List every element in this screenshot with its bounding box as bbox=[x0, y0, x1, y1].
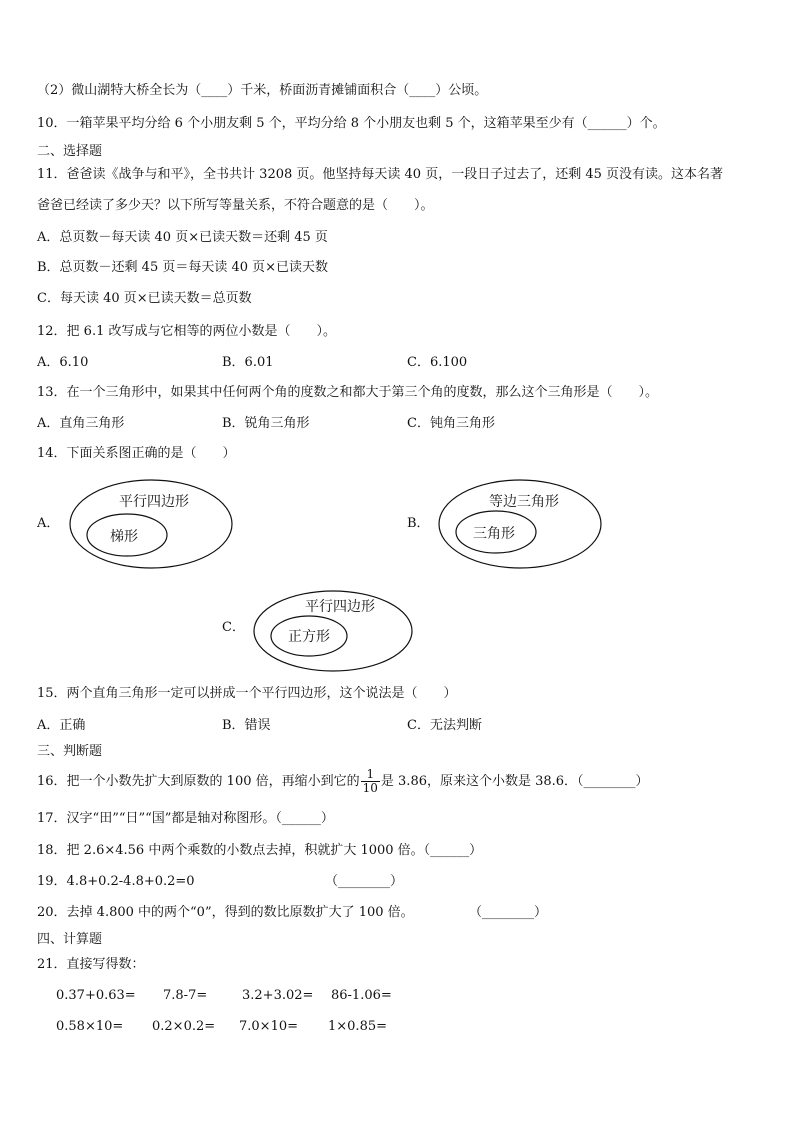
inner-label: 正方形 bbox=[288, 629, 330, 645]
calc-item: 0.58×10= bbox=[56, 1019, 124, 1034]
fraction-denominator: 10 bbox=[362, 781, 378, 795]
venn-diagram-b bbox=[437, 478, 603, 570]
section-heading-calculation: 四、计算题 bbox=[37, 932, 103, 947]
question-16 bbox=[37, 767, 649, 797]
question-20: 20．去掉 4.800 中的两个“0”，得到的数比原数扩大了 100 倍。 bbox=[37, 905, 414, 920]
question-11-option-b: B．总页数－还剩 45 页＝每天读 40 页×已读天数 bbox=[37, 260, 329, 275]
question-21-stem: 21．直接写得数： bbox=[37, 957, 145, 972]
question-15-option-a: A．正确 bbox=[37, 718, 86, 733]
calc-item: 7.8-7= bbox=[163, 988, 208, 1003]
calc-item: 0.2×0.2= bbox=[152, 1019, 216, 1034]
question-16-post: 是 3.86，原来这个小数是 38.6．（________） bbox=[380, 774, 649, 789]
question-13-option-c: C．钝角三角形 bbox=[407, 416, 495, 431]
question-12-option-b: B．6.01 bbox=[222, 355, 274, 370]
section-heading-judgement: 三、判断题 bbox=[37, 744, 103, 759]
question-9-part-2: （2）微山湖特大桥全长为（____）千米，桥面沥青摊铺面积合（____）公顷。 bbox=[37, 83, 488, 98]
venn-diagram-c bbox=[252, 589, 414, 673]
question-12-option-a: A．6.10 bbox=[37, 355, 89, 370]
question-15-stem: 15．两个直角三角形一定可以拼成一个平行四边形，这个说法是（ ） bbox=[37, 686, 457, 701]
calc-item: 7.0×10= bbox=[239, 1019, 299, 1034]
fraction-numerator: 1 bbox=[361, 768, 380, 782]
question-20-blank: （________） bbox=[469, 905, 548, 920]
question-19-blank: （________） bbox=[325, 874, 404, 889]
question-11-line1: 11．爸爸读《战争与和平》，全书共计 3208 页。他坚持每天读 40 页，一段日子过去了，还剩 45 页没有读。这本名著 bbox=[37, 167, 724, 182]
question-12-stem: 12．把 6.1 改写成与它相等的两位小数是（ ）。 bbox=[37, 324, 336, 339]
calc-item: 3.2+3.02= bbox=[242, 988, 314, 1003]
inner-label: 三角形 bbox=[473, 526, 515, 542]
question-19: 19．4.8+0.2-4.8+0.2=0 bbox=[37, 874, 195, 889]
question-11-line2: 爸爸已经读了多少天？以下所写等量关系，不符合题意的是（ ）。 bbox=[37, 198, 434, 213]
question-11-option-a: A．总页数－每天读 40 页×已读天数＝还剩 45 页 bbox=[37, 230, 328, 245]
question-10: 10．一箱苹果平均分给 6 个小朋友剩 5 个，平均分给 8 个小朋友也剩 5 个，这箱苹果至少有（______）个。 bbox=[37, 116, 666, 131]
question-13-stem: 13．在一个三角形中，如果其中任何两个角的度数之和都大于第三个角的度数，那么这个三角形是（ ）。 bbox=[37, 385, 659, 400]
fraction bbox=[361, 768, 380, 795]
question-15-option-b: B．错误 bbox=[222, 718, 271, 733]
inner-label: 梯形 bbox=[110, 529, 138, 545]
question-15-option-c: C．无法判断 bbox=[407, 718, 482, 733]
question-11-option-c: C．每天读 40 页×已读天数＝总页数 bbox=[37, 291, 252, 306]
question-14-stem: 14．下面关系图正确的是（ ） bbox=[37, 446, 236, 461]
question-14-option-a-label: A． bbox=[37, 516, 60, 531]
question-13-option-b: B．锐角三角形 bbox=[222, 416, 310, 431]
outer-label: 平行四边形 bbox=[119, 494, 189, 510]
question-18: 18．把 2.6×4.56 中两个乘数的小数点去掉，积就扩大 1000 倍。（______） bbox=[37, 843, 483, 858]
question-13-option-a: A．直角三角形 bbox=[37, 416, 125, 431]
outer-label: 等边三角形 bbox=[489, 494, 559, 510]
outer-label: 平行四边形 bbox=[305, 599, 375, 615]
calc-item: 0.37+0.63= bbox=[56, 988, 136, 1003]
question-14-option-c-label: C． bbox=[222, 620, 245, 635]
calc-item: 86-1.06= bbox=[331, 988, 392, 1003]
question-14-option-b-label: B． bbox=[407, 516, 430, 531]
section-heading-choice: 二、选择题 bbox=[37, 144, 103, 159]
question-16-pre: 16．把一个小数先扩大到原数的 100 倍，再缩小到它的 bbox=[37, 774, 360, 789]
question-17: 17．汉字“田”“日”“国”都是轴对称图形。（______） bbox=[37, 811, 334, 826]
question-12-option-c: C．6.100 bbox=[407, 355, 468, 370]
venn-diagram-a bbox=[68, 478, 234, 570]
calc-item: 1×0.85= bbox=[328, 1019, 388, 1034]
